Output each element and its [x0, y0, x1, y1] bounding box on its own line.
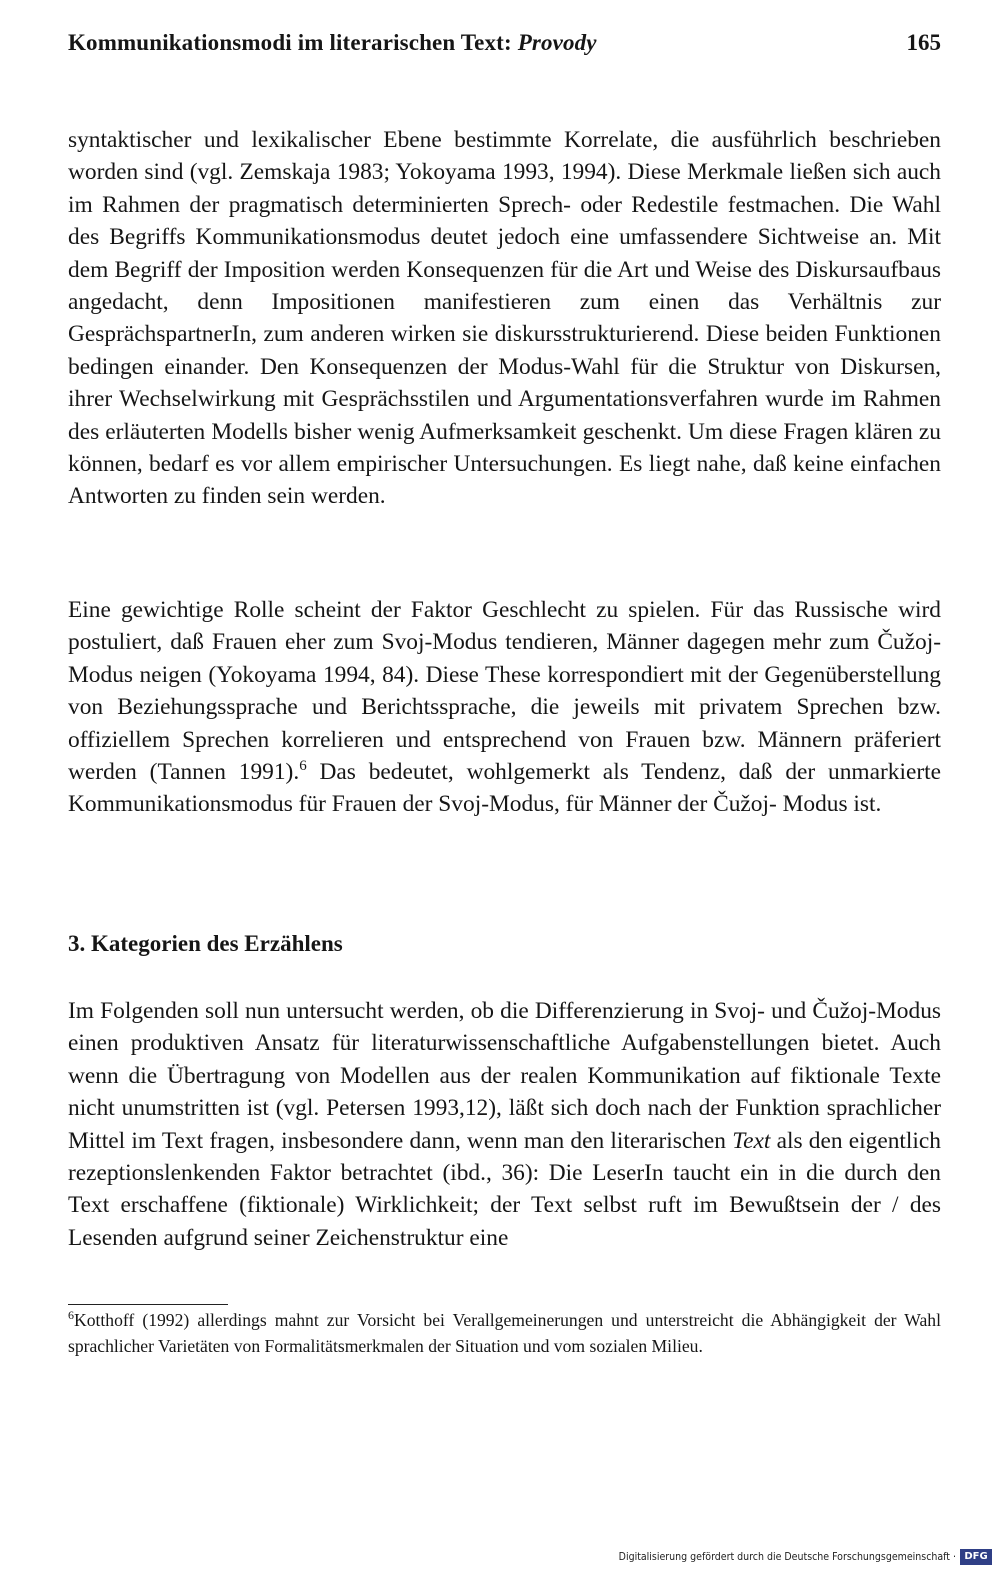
footnote-divider	[68, 1304, 228, 1305]
footnote-marker: 6	[68, 1308, 74, 1323]
footnote-text: Kotthoff (1992) allerdings mahnt zur Vorsicht bei Verallgemeinerungen und unterstreicht die Abhängigkeit der Wahl sprachlicher Varietäten von Formalitätsmerkmalen der Situation und vom sozialen Milieu.	[68, 1310, 941, 1356]
footnote	[68, 1307, 941, 1359]
paragraph-2-text-a: Eine gewichtige Rolle scheint der Faktor Geschlecht zu spielen. Für das Russische wird postuliert, daß Frauen eher zum Svoj-Modus tendieren, Männer dagegen mehr zum Čužoj-Modus neigen (Yokoyama 1994, 84). Diese These korrespondiert mit der Gegenüberstellung von Beziehungssprache und Berichtssprache, die jeweils mit privatem Sprechen bzw. offiziellem Sprechen korrelieren und entsprechend von Frauen bzw. Männern präferiert werden (Tannen 1991).	[68, 597, 941, 786]
paragraph-3-italic-term: Text	[732, 1127, 771, 1154]
footnote-reference[interactable]: 6	[299, 758, 307, 775]
scan-credit: Digitalisierung gefördert durch die Deutsche Forschungsgemeinschaft ·	[618, 1551, 956, 1563]
paragraph-3-text-b: als den eigentlich rezeptionslenkenden Faktor betrachtet (ibd., 36): Die LeserIn taucht ein in die durch den Text erschaffene (fiktionale) Wirklichkeit; der Text selbst ruft im Bewußtsein der / des Lesenden aufgrund seiner Zeichenstruktur eine	[68, 1127, 941, 1251]
section-heading: 3. Kategorien des Erzählens	[68, 931, 343, 956]
running-title	[68, 30, 597, 56]
dfg-logo: DFG	[960, 1549, 992, 1565]
paragraph-2-text-b: Das bedeutet, wohlgemerkt als Tendenz, daß der unmarkierte Kommunikationsmodus für Frauen der Svoj-Modus, für Männer der Čužoj- Modus ist.	[68, 759, 941, 818]
running-title-italic: Provody	[517, 30, 597, 55]
paragraph-3-text-a: Im Folgenden soll nun untersucht werden, ob die Differenzierung in Svoj- und Čužoj-Modus einen produktiven Ansatz für literaturwissenschaftliche Aufgabenstellungen bietet. Auch wenn die Übertragung von Modellen aus der realen Kommunikation auf fiktionale Texte nicht unumstritten ist (vgl. Petersen 1993,12), läßt sich doch nach der Funktion sprachlicher Mittel im Text fragen, insbesondere dann, wenn man den literarischen	[68, 998, 941, 1154]
running-title-text: Kommunikationsmodi im literarischen Text:	[68, 30, 518, 55]
page-header	[68, 30, 941, 64]
paragraph-1: syntaktischer und lexikalischer Ebene bestimmte Korrelate, die ausführlich beschrieben worden sind (vgl. Zemskaja 1983; Yokoyama 1993, 1994). Diese Merkmale ließen sich auch im Rahmen der pragmatisch determinierten Sprech- oder Redestile festmachen. Die Wahl des Begriffs Kommunikationsmodus deutet jedoch eine umfassendere Sichtweise an. Mit dem Begriff der Imposition werden Konsequenzen für die Art und Weise des Diskursaufbaus angedacht, denn Impositionen manifestieren zum einen das Verhältnis zur GesprächspartnerIn, zum anderen wirken sie diskursstrukturierend. Diese beiden Funktionen bedingen einander. Den Konsequenzen der Modus-Wahl für die Struktur von Diskursen, ihrer Wechselwirkung mit Gesprächsstilen und Argumentationsverfahren wurde im Rahmen des erläuterten Modells bisher wenig Aufmerksamkeit geschenkt. Um diese Fragen klären zu können, bedarf es vor allem empirischer Untersuchungen. Es liegt nahe, daß keine einfachen Antworten zu finden sein werden.	[68, 127, 941, 510]
paragraph-2	[68, 594, 941, 821]
paragraph-3	[68, 995, 941, 1254]
page-number: 165	[906, 30, 941, 55]
